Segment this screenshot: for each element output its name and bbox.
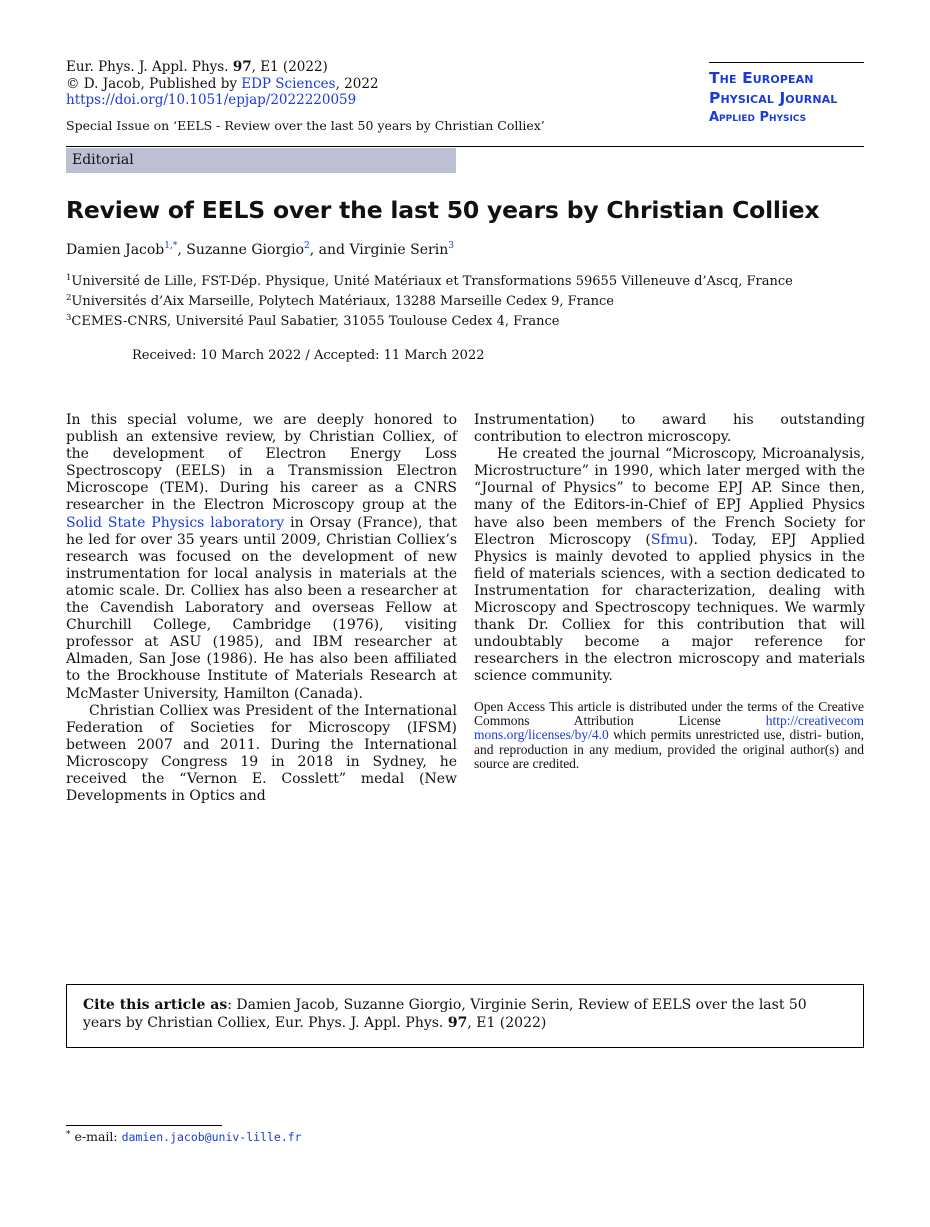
corresponding-author-footnote: * e-mail: damien.jacob@univ-lille.fr: [66, 1129, 302, 1144]
journal-logo-line1: The European: [709, 69, 814, 87]
paragraph: Christian Colliex was President of the International Federation of Societies for Microscopy (IFSM) between 2007 and 2011. During the International Microscopy Congress 19 in 2018 in Sydney, he received the “Vernon E. Cosslett” medal (New Developments in Optics and: [66, 702, 457, 805]
affiliation-item: $^1$Université de Lille, FST-Dép. Physique, Unité Matériaux et Transformations 59655 Villeneuve d’Ascq, France: [66, 273, 793, 289]
paragraph-continuation: Instrumentation) to award his outstanding contribution to electron microscopy.: [474, 412, 865, 446]
author-list: Damien Jacob$^{1,*}$, Suzanne Giorgio$^2$, and Virginie Serin$^3$: [66, 241, 454, 258]
special-issue-line: Special Issue on ‘EELS - Review over the last 50 years by Christian Colliex’: [66, 118, 545, 133]
section-label: Editorial: [66, 148, 456, 173]
affiliation-list: [66, 270, 793, 330]
body-column-right: [474, 412, 865, 686]
solid-state-physics-link[interactable]: Solid State Physics laboratory: [66, 514, 285, 531]
author3-affiliation-mark[interactable]: 3: [448, 241, 454, 251]
cite-this-article-box: Cite this article as: Damien Jacob, Suzanne Giorgio, Virginie Serin, Review of EELS over the last 50 years by Christian Colliex, Eur. Phys. J. Appl. Phys. 97, E1 (2022): [66, 984, 864, 1048]
header-divider: [66, 146, 864, 147]
cite-label: Cite this article as: [83, 997, 228, 1013]
journal-logo-line3: Applied Physics: [709, 110, 807, 125]
publisher-link[interactable]: EDP Sciences: [241, 75, 336, 92]
footnote-divider: [66, 1125, 222, 1126]
paragraph: He created the journal “Microscopy, Microanalysis, Microstructure” in 1990, which later merged with the “Journal of Physics” to become EPJ AP. Since then, many of the Editors-in-Chief of EPJ Applied Physics have also been members of the French Society for Electron Microscopy (Sfmu). Today, EPJ Applied Physics is mainly devoted to applied physics in the field of materials sciences, with a section dedicated to Instrumentation for characterization, dealing with Microscopy and Spectroscopy techniques. We warmly thank Dr. Colliex for this contribution that will undoubtably become a major reference for researchers in the electron microscopy and materials science community.: [474, 446, 865, 685]
body-column-left: [66, 412, 457, 805]
paragraph: In this special volume, we are deeply honored to publish an extensive review, by Christian Colliex, of the development of Electron Energy Loss Spectroscopy (EELS) in a Transmission Electron Microscope (TEM). During his career as a CNRS researcher in the Electron Microscopy group at the Solid State Physics laboratory in Orsay (France), that he led for over 35 years until 2009, Christian Colliex’s research was focused on the development of new instrumentation for local analysis in materials at the atomic scale. Dr. Colliex has also been a researcher at the Cavendish Laboratory and overseas Fellow at Churchill College, Cambridge (1976), visiting professor at ASU (1985), and IBM researcher at Almaden, San Jose (1986). He has also been affiliated to the Brockhouse Institute of Materials Research at McMaster University, Hamilton (Canada).: [66, 412, 457, 702]
sfmu-link[interactable]: Sfmu: [650, 531, 688, 548]
volume-number: 97: [232, 59, 252, 75]
journal-logo: [709, 62, 864, 127]
author1-affiliation-mark[interactable]: 1,*: [164, 241, 178, 251]
journal-logo-line2: Physical Journal: [709, 89, 838, 107]
doi-link[interactable]: https://doi.org/10.1051/epjap/2022220059: [66, 92, 357, 108]
copyright-line: © D. Jacob, Published by EDP Sciences, 2022: [66, 75, 379, 92]
citation-header: [66, 59, 379, 109]
received-accepted-dates: Received: 10 March 2022 / Accepted: 11 March 2022: [132, 348, 485, 363]
affiliation-item: $^2$Universités d’Aix Marseille, Polytech Matériaux, 13288 Marseille Cedex 9, France: [66, 293, 614, 309]
journal-reference: Eur. Phys. J. Appl. Phys. 97, E1 (2022): [66, 59, 328, 75]
affiliation-item: $^3$CEMES-CNRS, Université Paul Sabatier, 31055 Toulouse Cedex 4, France: [66, 313, 560, 329]
email-link[interactable]: damien.jacob@univ-lille.fr: [121, 1130, 302, 1144]
article-title: Review of EELS over the last 50 years by Christian Colliex: [66, 196, 820, 224]
author2-affiliation-mark[interactable]: 2: [304, 241, 310, 251]
license-link[interactable]: http://creativecom mons.org/licenses/by/4.0: [474, 713, 864, 743]
open-access-notice: Open Access This article is distributed under the terms of the Creative Commons Attribution License http://creativecom mons.org/licenses/by/4.0 which permits unrestricted use, distri- bution, and reproduction in any medium, provided the original author(s) and source are credited.: [474, 699, 864, 771]
